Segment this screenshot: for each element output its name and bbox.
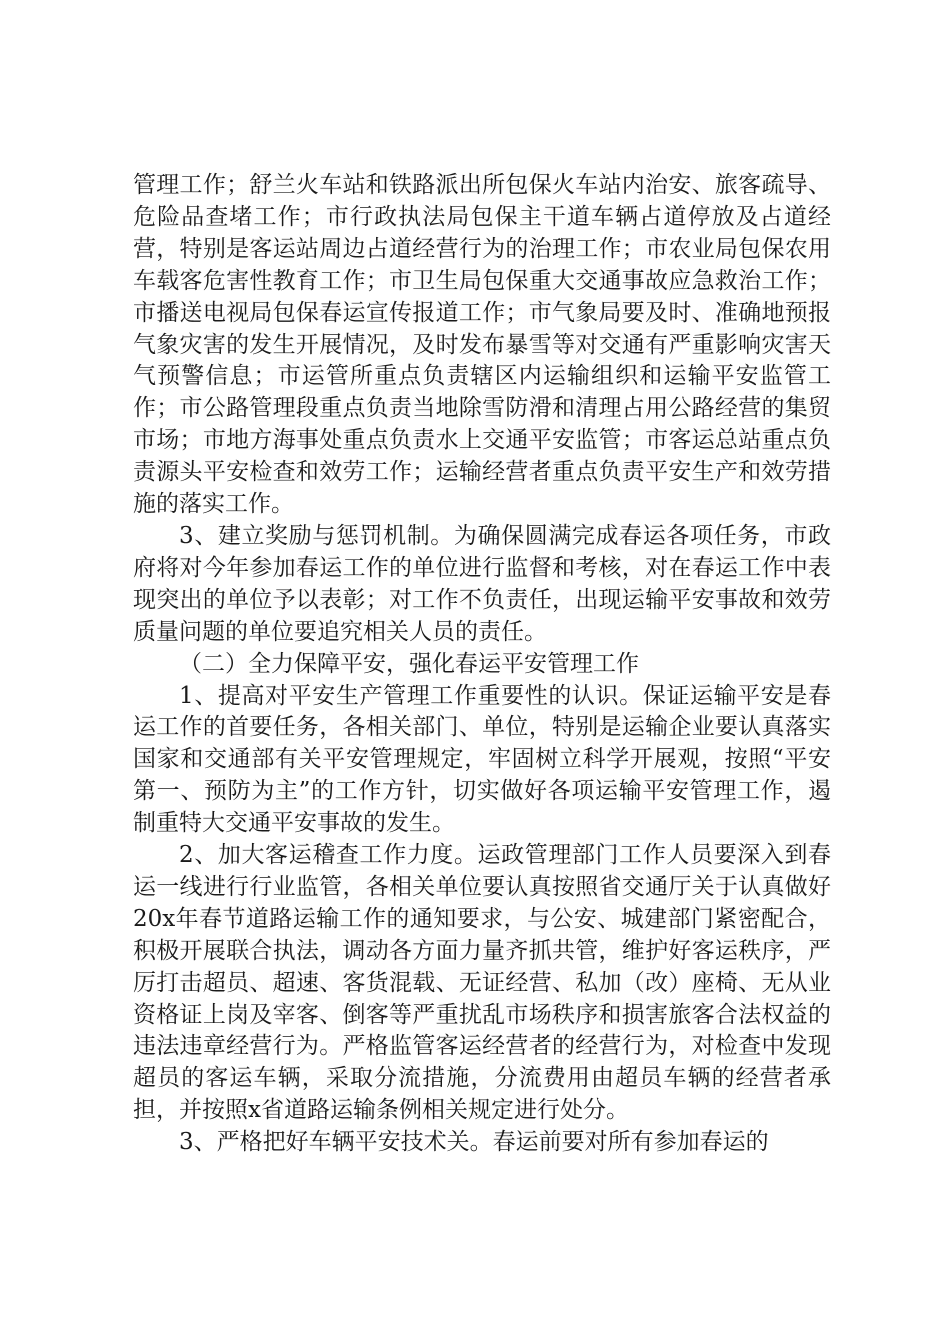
paragraph-responsibilities-continued: 管理工作；舒兰火车站和铁路派出所包保火车站内治安、旅客疏导、危险品查堵工作；市行政执法局包保主干道车辆占道停放及占道经营，特别是客运站周边占道经营行为的治理工作；市农业局包保农用车载客危害性教育工作；市卫生局包保重大交通事故应急救治工作；市播送电视局包保春运宣传报道工作；市气象局要及时、准确地预报气象灾害的发生开展情况，及时发布暴雪等对交通有严重影响灾害天气预警信息；市运管所重点负责辖区内运输组织和运输平安监管工作；市公路管理段重点负责当地除雪防滑和清理占用公路经营的集贸市场；市地方海事处重点负责水上交通平安监管；市客运总站重点负责源头平安检查和效劳工作；运输经营者重点负责平安生产和效劳措施的落实工作。 [133, 172, 831, 518]
paragraph-reward-punishment: 3、建立奖励与惩罚机制。为确保圆满完成春运各项任务，市政府将对今年参加春运工作的单位进行监督和考核，对在春运工作中表现突出的单位予以表彰；对工作不负责任，出现运输平安事故和效劳质量问题的单位要追究相关人员的责任。 [133, 522, 831, 645]
document-page [133, 0, 831, 1344]
document-body [133, 170, 831, 1159]
paragraph-inspection: 2、加大客运稽查工作力度。运政管理部门工作人员要深入到春运一线进行行业监管，各相关单位要认真按照省交通厅关于认真做好20x年春节道路运输工作的通知要求，与公安、城建部门紧密配合，积极开展联合执法，调动各方面力量齐抓共管，维护好客运秩序，严厉打击超员、超速、客货混载、无证经营、私加（改）座椅、无从业资格证上岗及宰客、倒客等严重扰乱市场秩序和损害旅客合法权益的违法违章经营行为。严格监管客运经营者的经营行为，对检查中发现超员的客运车辆，采取分流措施，分流费用由超员车辆的经营者承担，并按照x省道路运输条例相关规定进行处分。 [133, 842, 831, 1124]
section-heading-safety: （二）全力保障平安，强化春运平安管理工作 [179, 650, 639, 677]
paragraph-vehicle-technical: 3、严格把好车辆平安技术关。春运前要对所有参加春运的 [179, 1129, 769, 1156]
paragraph-safety-awareness: 1、提高对平安生产管理工作重要性的认识。保证运输平安是春运工作的首要任务，各相关部门、单位，特别是运输企业要认真落实国家和交通部有关平安管理规定，牢固树立科学开展观，按照“平安第一、预防为主”的工作方针，切实做好各项运输平安管理工作，遏制重特大交通平安事故的发生。 [133, 682, 831, 837]
